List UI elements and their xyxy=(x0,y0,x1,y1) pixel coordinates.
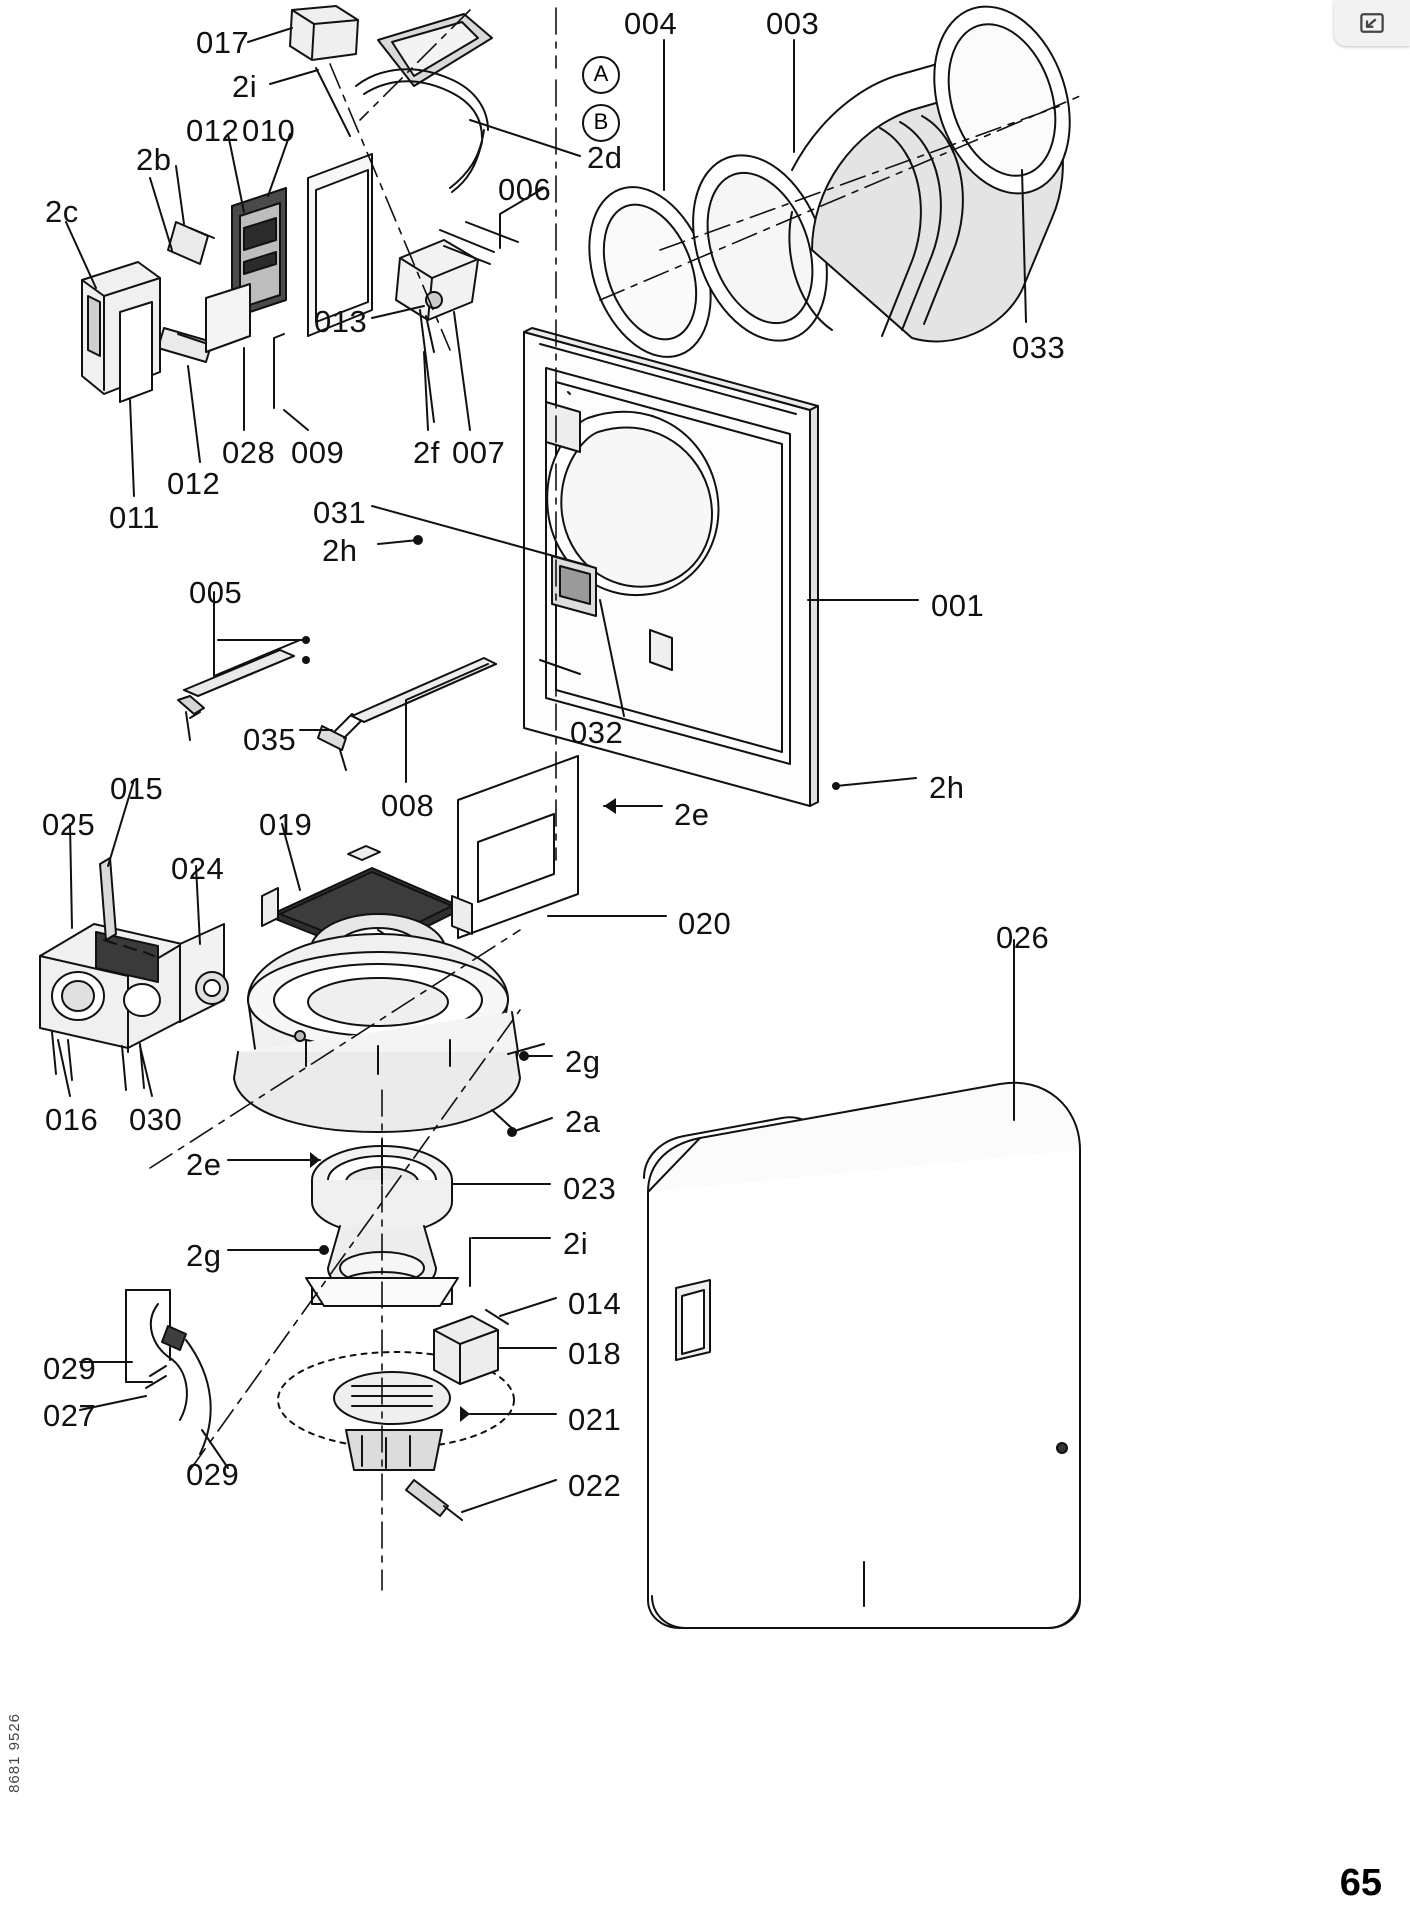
callout-2h-left: 2h xyxy=(322,533,358,568)
part-024 xyxy=(180,924,228,1022)
callout-029-left: 029 xyxy=(43,1351,97,1386)
callout-2i-low: 2i xyxy=(563,1226,589,1261)
callout-017: 017 xyxy=(196,25,250,60)
callout-023: 023 xyxy=(563,1171,617,1206)
callout-015: 015 xyxy=(110,771,164,806)
callout-001: 001 xyxy=(931,588,985,623)
callout-024: 024 xyxy=(171,851,225,886)
callout-2i-top: 2i xyxy=(232,69,258,104)
part-014-018 xyxy=(434,1310,508,1384)
expand-icon xyxy=(1357,8,1387,38)
callout-letter-b: B xyxy=(582,104,620,142)
callout-013: 013 xyxy=(314,304,368,339)
callout-031: 031 xyxy=(313,495,367,530)
callout-009: 009 xyxy=(291,435,345,470)
callout-018: 018 xyxy=(568,1336,622,1371)
callout-033: 033 xyxy=(1012,330,1066,365)
callout-003: 003 xyxy=(766,6,820,41)
part-020 xyxy=(458,756,578,938)
page-number: 65 xyxy=(1339,1862,1382,1904)
callout-035: 035 xyxy=(243,722,297,757)
part-035 xyxy=(318,714,362,770)
part-028 xyxy=(206,284,250,352)
callout-030: 030 xyxy=(129,1102,183,1137)
part-001-panel xyxy=(524,328,818,806)
callout-2c: 2c xyxy=(45,194,79,229)
part-022 xyxy=(406,1480,462,1520)
callout-029-bottom: 029 xyxy=(186,1457,240,1492)
callout-032: 032 xyxy=(570,715,624,750)
callout-2g-top: 2g xyxy=(565,1044,601,1079)
callout-2g-low: 2g xyxy=(186,1238,222,1273)
callout-letter-a: A xyxy=(582,56,620,94)
part-029-027 xyxy=(126,1290,211,1454)
callout-027: 027 xyxy=(43,1398,97,1433)
expand-image-button[interactable] xyxy=(1334,0,1410,46)
part-025 xyxy=(40,924,182,1090)
callout-2f: 2f xyxy=(413,435,440,470)
part-017 xyxy=(290,6,358,60)
part-009 xyxy=(274,334,284,408)
part-026 xyxy=(644,1083,1080,1628)
callout-010: 010 xyxy=(242,113,296,148)
part-2b xyxy=(150,178,172,250)
callout-2a: 2a xyxy=(565,1104,601,1139)
callout-014: 014 xyxy=(568,1286,622,1321)
callout-007: 007 xyxy=(452,435,506,470)
callout-004: 004 xyxy=(624,6,678,41)
part-2i-top xyxy=(316,68,350,136)
callout-012-low: 012 xyxy=(167,466,221,501)
callout-021: 021 xyxy=(568,1402,622,1437)
callout-008: 008 xyxy=(381,788,435,823)
part-008 xyxy=(352,658,496,722)
callout-028: 028 xyxy=(222,435,276,470)
callout-020: 020 xyxy=(678,906,732,941)
callout-026: 026 xyxy=(996,920,1050,955)
callout-005: 005 xyxy=(189,575,243,610)
callout-019: 019 xyxy=(259,807,313,842)
callout-011: 011 xyxy=(109,500,160,535)
callout-2b: 2b xyxy=(136,142,172,177)
callout-025: 025 xyxy=(42,807,96,842)
callout-2e-low: 2e xyxy=(186,1147,222,1182)
drawing-reference-code: 8681 9526 xyxy=(6,1713,23,1793)
callout-006: 006 xyxy=(498,172,552,207)
callout-016: 016 xyxy=(45,1102,99,1137)
callout-012-top: 012 xyxy=(186,113,240,148)
callout-2e-top: 2e xyxy=(674,797,710,832)
callout-022: 022 xyxy=(568,1468,622,1503)
callout-2h-right: 2h xyxy=(929,770,965,805)
callout-2d: 2d xyxy=(587,140,623,175)
